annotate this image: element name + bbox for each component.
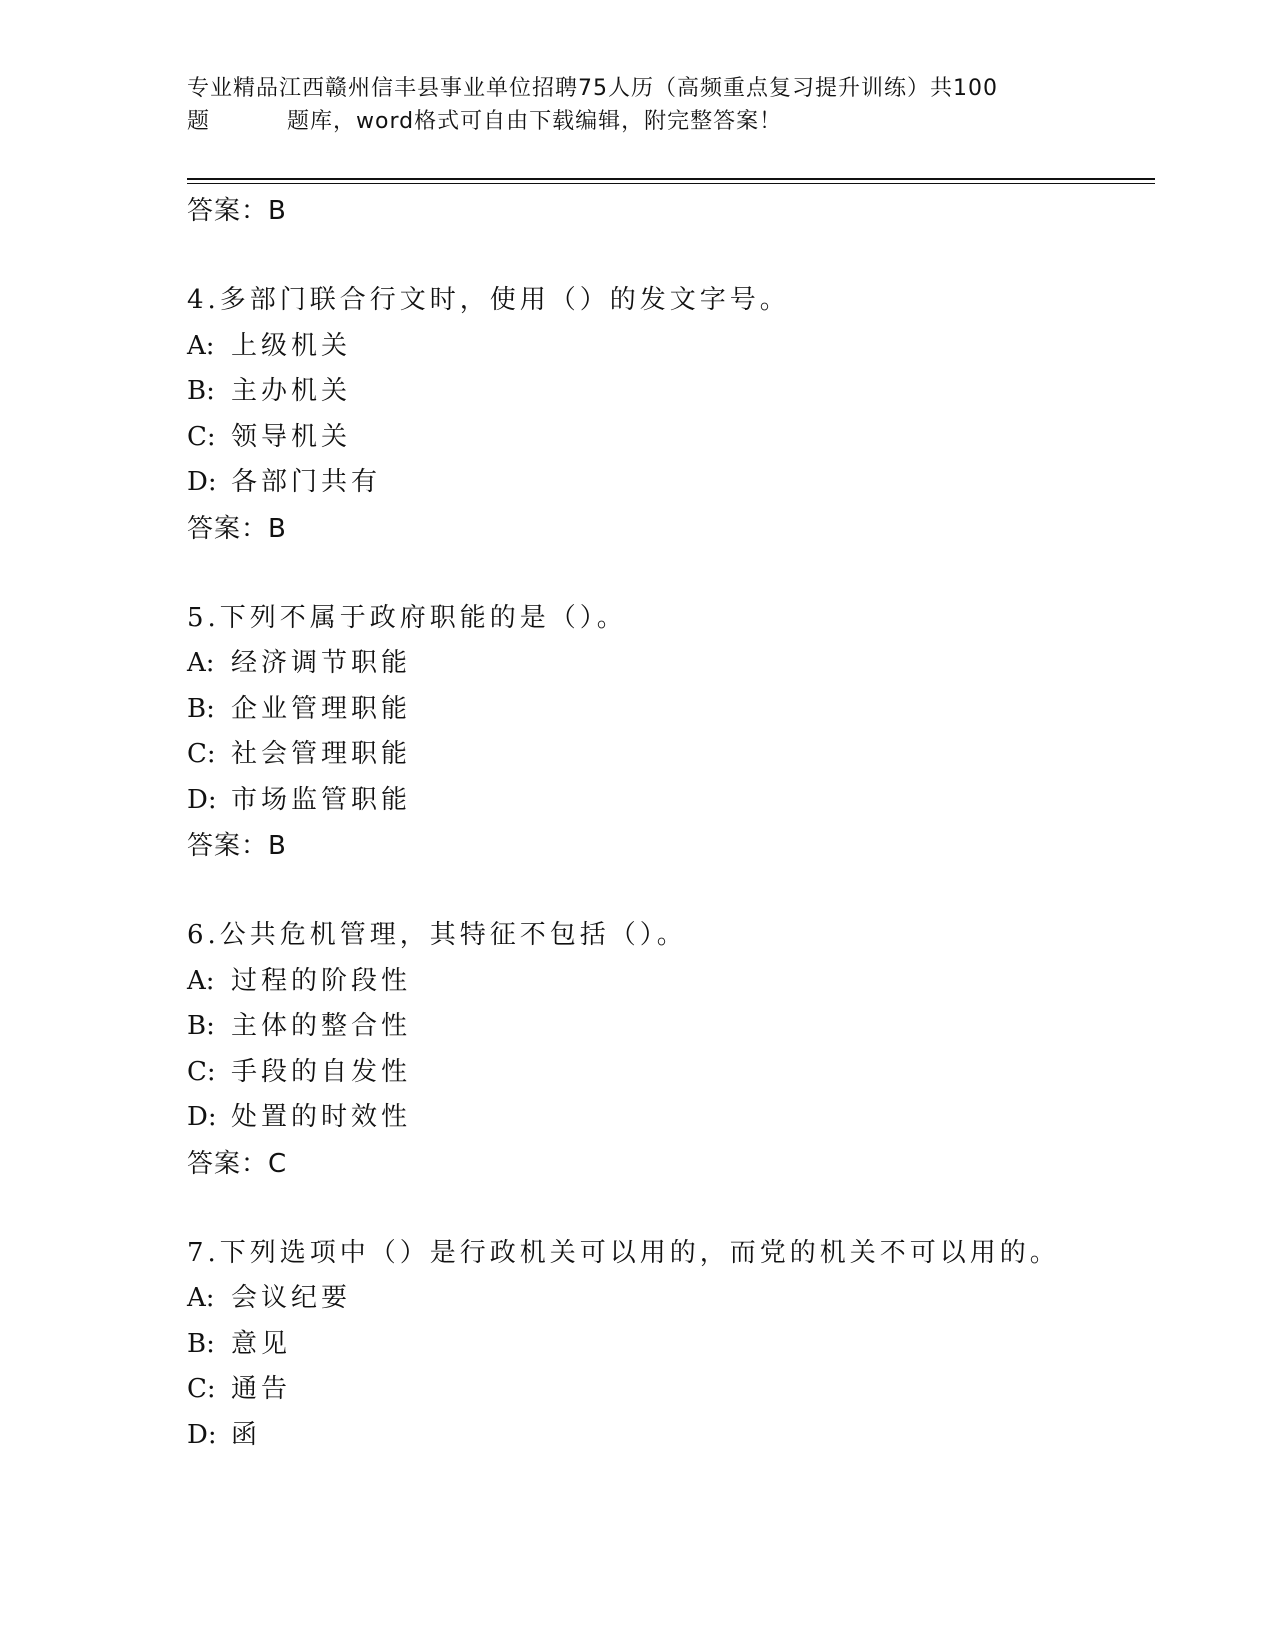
answer-line: 答案：B [187,196,287,226]
header-subtitle-text: 题库，word格式可自由下载编辑，附完整答案！ [287,109,783,134]
option-letter: B: [187,376,215,406]
option-c [187,1050,1155,1096]
option-d [187,778,1155,824]
option-letter: A: [187,965,215,996]
option-text: 企业管理职能 [231,693,412,724]
option-letter: B: [187,1011,215,1041]
option-letter: B: [187,1328,215,1359]
question-stem: 7.下列选项中（）是行政机关可以用的，而党的机关不可以用的。 [187,1237,1060,1268]
option-letter: A: [187,1283,215,1313]
option-letter: C: [187,739,216,769]
option-b [187,1004,1155,1050]
option-b [187,1322,1155,1368]
header-subtitle-line [187,105,1067,138]
option-text: 手段的自发性 [231,1056,412,1087]
option-letter: A: [187,648,215,678]
option-text: 主办机关 [231,376,352,406]
option-c [187,732,1155,778]
option-text: 处置的时效性 [231,1102,412,1132]
option-b [187,369,1155,415]
option-b [187,687,1155,733]
option-d [187,1095,1155,1141]
question-6 [187,913,1155,1187]
option-a [187,641,1155,687]
option-letter: A: [187,330,215,361]
option-letter: C: [187,1056,216,1087]
option-a [187,324,1155,370]
option-letter: D: [187,1102,217,1132]
option-text: 社会管理职能 [231,739,412,769]
option-text: 市场监管职能 [231,784,412,815]
option-letter: D: [187,784,217,815]
option-text: 领导机关 [231,421,352,452]
option-d [187,460,1155,506]
answer-line: 答案：B [187,831,287,861]
option-letter: B: [187,693,215,724]
option-a [187,1276,1155,1322]
question-stem: 5.下列不属于政府职能的是（）。 [187,602,627,633]
answer-line: 答案：B [187,513,287,544]
option-c [187,1367,1155,1413]
option-text: 经济调节职能 [231,648,412,678]
option-text: 各部门共有 [231,467,382,497]
option-letter: C: [187,421,216,452]
option-a [187,959,1155,1005]
question-stem: 4.多部门联合行文时，使用（）的发文字号。 [187,285,790,315]
option-letter: D: [187,467,217,497]
option-text: 过程的阶段性 [231,965,412,996]
header-divider-thin [187,183,1155,184]
option-text: 通告 [231,1374,292,1404]
header-subtitle-lead: 题 [187,109,211,134]
question-stem: 6.公共危机管理，其特征不包括（）。 [187,920,687,950]
option-text: 意见 [231,1328,292,1359]
header-title-line: 专业精品江西赣州信丰县事业单位招聘75人历（高频重点复习提升训练）共100 [187,76,998,101]
option-text: 函 [231,1419,262,1450]
option-c [187,415,1155,461]
question-4 [187,278,1155,552]
answer-line: 答案：C [187,1148,288,1179]
option-text: 上级机关 [231,330,352,361]
option-letter: D: [187,1419,217,1450]
document-header [187,72,1067,138]
question-5 [187,596,1155,870]
option-d [187,1413,1155,1459]
header-divider-thick [187,178,1155,180]
question-list [187,188,1155,1458]
question-7 [187,1231,1155,1459]
option-text: 会议纪要 [231,1283,352,1313]
option-letter: C: [187,1374,216,1404]
option-text: 主体的整合性 [231,1011,412,1041]
